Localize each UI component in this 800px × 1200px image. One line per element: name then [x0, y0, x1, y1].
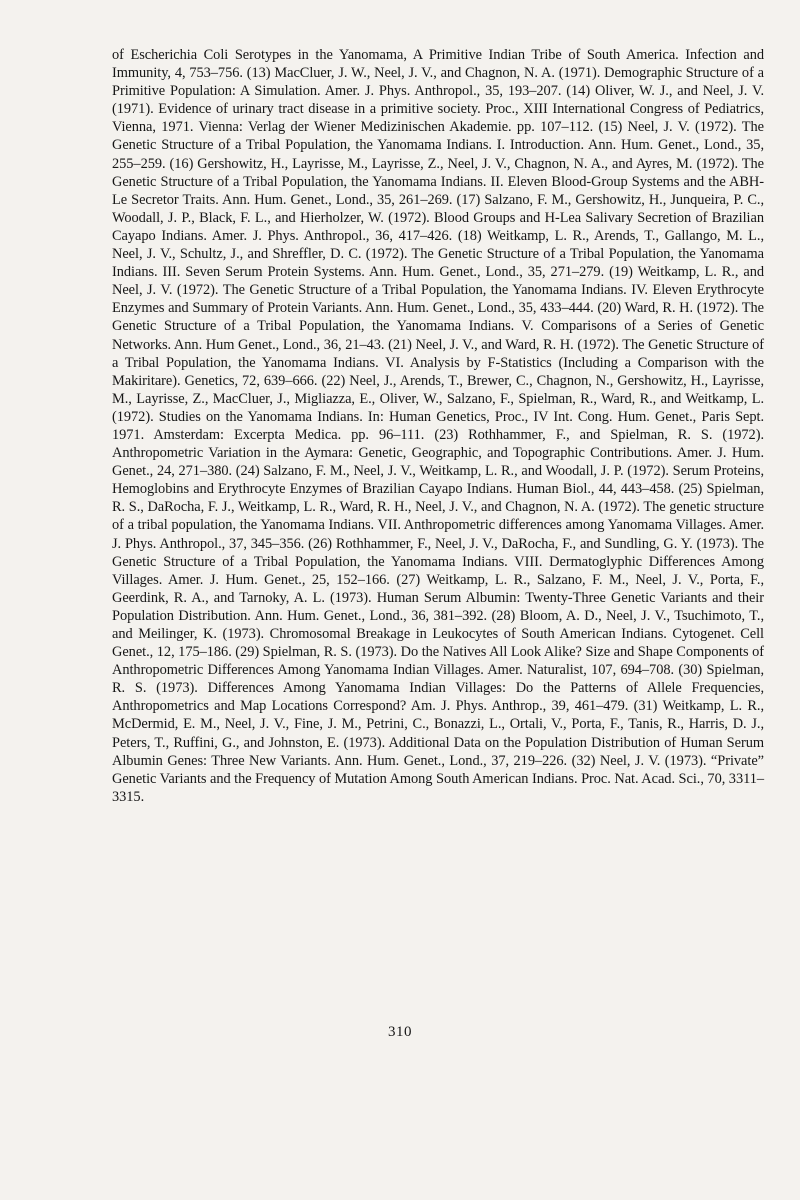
references-paragraph: of Escherichia Coli Serotypes in the Yanomama, A Primitive Indian Tribe of South America. Infection and Immunity, 4, 753–756. (13) MacCluer, J. W., Neel, J. V., and Chagnon, N. A. (1971). Demographic Structure of a Primitive Population: A Simulation. Amer. J. Phys. Anthropol., 35, 193–207. (14) Oliver, W. J., and Neel, J. V. (1971). Evidence of urinary tract disease in a primitive society. Proc., XIII International Congress of Pediatrics, Vienna, 1971. Vienna: Verlag der Wiener Medizinischen Akademie. pp. 107–112. (15) Neel, J. V. (1972). The Genetic Structure of a Tribal Population, the Yanomama Indians. I. Introduction. Ann. Hum. Genet., Lond., 35, 255–259. (16) Gershowitz, H., Layrisse, M., Layrisse, Z., Neel, J. V., Chagnon, N. A., and Ayres, M. (1972). The Genetic Structure of a Tribal Population, the Yanomama Indians. II. Eleven Blood-Group Systems and the ABH-Le Secretor Traits. Ann. Hum. Genet., Lond., 35, 261–269. (17) Salzano, F. M., Gershowitz, H., Junqueira, P. C., Woodall, J. P., Black, F. L., and Hierholzer, W. (1972). Blood Groups and H-Lea Salivary Secretion of Brazilian Cayapo Indians. Amer. J. Phys. Anthropol., 36, 417–426. (18) Weitkamp, L. R., Arends, T., Gallango, M. L., Neel, J. V., Schultz, J., and Shreffler, D. C. (1972). The Genetic Structure of a Tribal Population, the Yanomama Indians. III. Seven Serum Protein Systems. Ann. Hum. Genet., Lond., 35, 271–279. (19) Weitkamp, L. R., and Neel, J. V. (1972). The Genetic Structure of a Tribal Population, the Yanomama Indians. IV. Eleven Erythrocyte Enzymes and Summary of Protein Variants. Ann. Hum. Genet., Lond., 35, 433–444. (20) Ward, R. H. (1972). The Genetic Structure of a Tribal Population, the Yanomama Indians. V. Comparisons of a Series of Genetic Networks. Ann. Hum Genet., Lond., 36, 21–43. (21) Neel, J. V., and Ward, R. H. (1972). The Genetic Structure of a Tribal Population, the Yanomama Indians. VI. Analysis by F-Statistics (Including a Comparison with the Makiritare). Genetics, 72, 639–666. (22) Neel, J., Arends, T., Brewer, C., Chagnon, N., Gershowitz, H., Layrisse, M., Layrisse, Z., MacCluer, J., Migliazza, E., Oliver, W., Salzano, F., Spielman, R., Ward, R., and Weitkamp, L. (1972). Studies on the Yanomama Indians. In: Human Genetics, Proc., IV Int. Cong. Hum. Genet., Paris Sept. 1971. Amsterdam: Excerpta Medica. pp. 96–111. (23) Rothhammer, F., and Spielman, R. S. (1972). Anthropometric Variation in the Aymara: Genetic, Geographic, and Topographic Contributions. Amer. J. Hum. Genet., 24, 271–380. (24) Salzano, F. M., Neel, J. V., Weitkamp, L. R., and Woodall, J. P. (1972). Serum Proteins, Hemoglobins and Erythrocyte Enzymes of Brazilian Cayapo Indians. Human Biol., 44, 443–458. (25) Spielman, R. S., DaRocha, F. J., Weitkamp, L. R., Ward, R. H., Neel, J. V., and Chagnon, N. A. (1972). The genetic structure of a tribal population, the Yanomama Indians. VII. Anthropometric differences among Yanomama Villages. Amer. J. Phys. Anthropol., 37, 345–356. (26) Rothhammer, F., Neel, J. V., DaRocha, F., and Sundling, G. Y. (1973). The Genetic Structure of a Tribal Population, the Yanomama Indians. VIII. Dermatoglyphic Differences Among Villages. Amer. J. Hum. Genet., 25, 152–166. (27) Weitkamp, L. R., Salzano, F. M., Neel, J. V., Porta, F., Geerdink, R. A., and Tarnoky, A. L. (1973). Human Serum Albumin: Twenty-Three Genetic Variants and their Population Distribution. Ann. Hum. Genet., Lond., 36, 381–392. (28) Bloom, A. D., Neel, J. V., Tsuchimoto, T., and Meilinger, K. (1973). Chromosomal Breakage in Leukocytes of South American Indians. Cytogenet. Cell Genet., 12, 175–186. (29) Spielman, R. S. (1973). Do the Natives All Look Alike? Size and Shape Components of Anthropometric Differences Among Yanomama Indian Villages. Amer. Naturalist, 107, 694–708. (30) Spielman, R. S. (1973). Differences Among Yanomama Indian Villages: Do the Patterns of Allele Frequencies, Anthropometrics and Map Locations Correspond? Am. J. Phys. Anthrop., 39, 461–479. (31) Weitkamp, L. R., McDermid, E. M., Neel, J. V., Fine, J. M., Petrini, C., Bonazzi, L., Ortali, V., Porta, F., Tanis, R., Harris, D. J., Peters, T., Ruffini, G., and Johnston, E. (1973). Additional Data on the Population Distribution of Human Serum Albumin Genes: Three New Variants. Ann. Hum. Genet., Lond., 37, 219–226. (32) Neel, J. V. (1973). “Private” Genetic Variants and the Frequency of Mutation Among South American Indians. Proc. Nat. Acad. Sci., 70, 3311–3315. — [112, 47, 764, 805]
reference-list — [112, 46, 764, 806]
page-number: 310 — [388, 1024, 412, 1040]
